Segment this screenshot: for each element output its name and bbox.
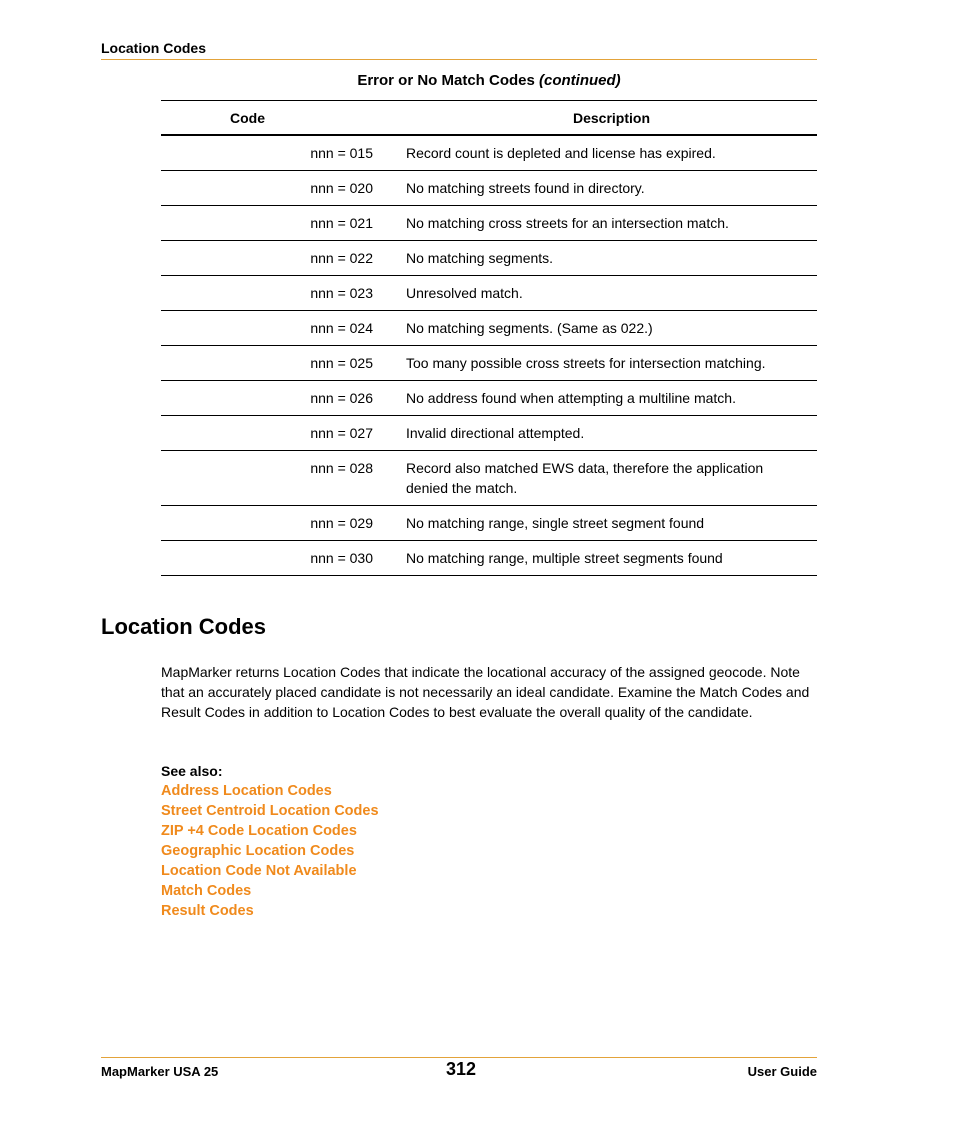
see-also-label: See also: xyxy=(161,763,223,779)
see-also-link[interactable]: Address Location Codes xyxy=(161,783,332,799)
table-row xyxy=(161,171,817,206)
table-row xyxy=(161,206,817,241)
column-header-description: Description xyxy=(406,101,817,136)
code-cell: nnn = 028 xyxy=(161,451,406,506)
table-row xyxy=(161,276,817,311)
see-also-link[interactable]: ZIP +4 Code Location Codes xyxy=(161,823,357,839)
section-body: MapMarker returns Location Codes that indicate the locational accuracy of the assigned geocode. Note that an accurately placed candidate is not necessarily an ideal candidate. Examine the Match Codes and Result Codes in addition to Location Codes to best evaluate the overall quality of the candidate. xyxy=(161,664,810,720)
see-also-link[interactable]: Street Centroid Location Codes xyxy=(161,803,379,819)
description-cell: Record count is depleted and license has expired. xyxy=(406,135,817,171)
table-row xyxy=(161,311,817,346)
code-cell: nnn = 023 xyxy=(161,276,406,311)
footer-doc-type: User Guide xyxy=(747,1064,817,1079)
footer-product: MapMarker USA 25 xyxy=(101,1064,219,1079)
table-row xyxy=(161,135,817,171)
see-also-link[interactable]: Result Codes xyxy=(161,903,254,919)
description-cell: No matching segments. (Same as 022.) xyxy=(406,311,817,346)
see-also-links xyxy=(161,781,379,921)
table-row xyxy=(161,541,817,576)
code-cell: nnn = 024 xyxy=(161,311,406,346)
page-number: 312 xyxy=(446,1059,477,1079)
code-cell: nnn = 022 xyxy=(161,241,406,276)
description-cell: No address found when attempting a multiline match. xyxy=(406,381,817,416)
table-row xyxy=(161,416,817,451)
description-cell: Record also matched EWS data, therefore the application denied the match. xyxy=(406,451,817,506)
see-also-link[interactable]: Geographic Location Codes xyxy=(161,843,355,859)
footer-rule xyxy=(101,1057,817,1058)
see-also-link[interactable]: Match Codes xyxy=(161,883,252,899)
table-row xyxy=(161,451,817,506)
running-header: Location Codes xyxy=(101,40,817,60)
description-cell: No matching streets found in directory. xyxy=(406,171,817,206)
table-header-row xyxy=(161,101,817,136)
code-cell: nnn = 025 xyxy=(161,346,406,381)
table-row xyxy=(161,346,817,381)
description-cell: Too many possible cross streets for intersection matching. xyxy=(406,346,817,381)
code-cell: nnn = 020 xyxy=(161,171,406,206)
table-row xyxy=(161,381,817,416)
table-row xyxy=(161,241,817,276)
code-cell: nnn = 027 xyxy=(161,416,406,451)
description-cell: Unresolved match. xyxy=(406,276,817,311)
code-cell: nnn = 021 xyxy=(161,206,406,241)
table-row xyxy=(161,506,817,541)
description-cell: No matching range, single street segment found xyxy=(406,506,817,541)
see-also-link[interactable]: Location Code Not Available xyxy=(161,863,357,879)
code-cell: nnn = 029 xyxy=(161,506,406,541)
table-caption xyxy=(161,72,817,89)
description-cell: Invalid directional attempted. xyxy=(406,416,817,451)
description-cell: No matching segments. xyxy=(406,241,817,276)
error-codes-table xyxy=(161,100,817,576)
code-cell: nnn = 030 xyxy=(161,541,406,576)
see-also-block xyxy=(161,761,379,921)
code-cell: nnn = 026 xyxy=(161,381,406,416)
description-cell: No matching cross streets for an intersection match. xyxy=(406,206,817,241)
section-title: Location Codes xyxy=(101,614,267,639)
code-cell: nnn = 015 xyxy=(161,135,406,171)
description-cell: No matching range, multiple street segments found xyxy=(406,541,817,576)
table-caption-main: Error or No Match Codes xyxy=(357,72,535,89)
column-header-code: Code xyxy=(161,101,406,136)
table-body xyxy=(161,135,817,576)
table-caption-suffix: (continued) xyxy=(539,72,621,89)
